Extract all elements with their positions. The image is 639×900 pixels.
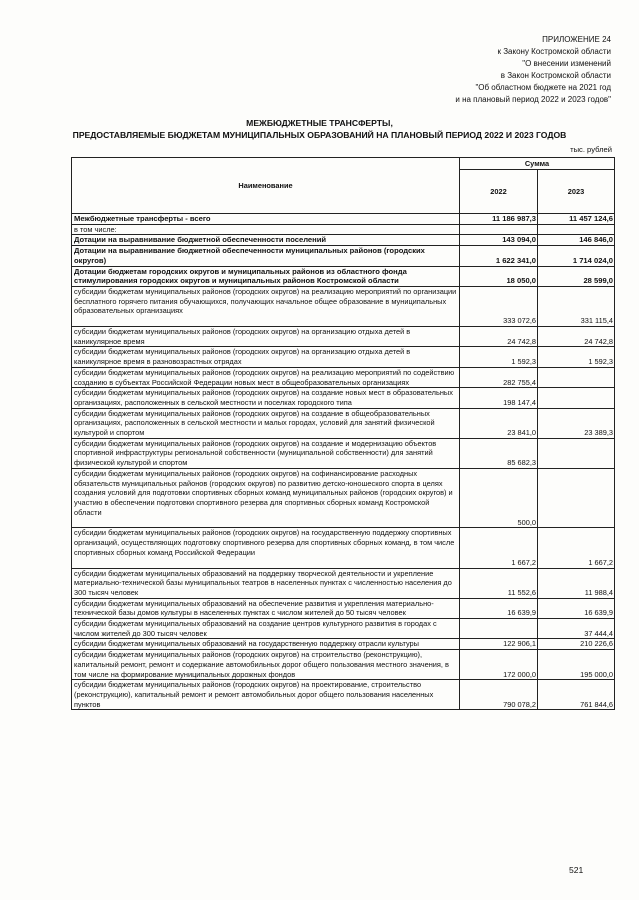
row-value-2023: 195 000,0 — [538, 650, 615, 680]
table-row — [72, 246, 615, 266]
row-name: субсидии бюджетам муниципальных районов (городских округов) на организацию отдыха детей в каникулярное время в разновозрастных отрядах — [72, 347, 460, 367]
header-year-2023: 2023 — [538, 170, 615, 214]
table-row — [72, 468, 615, 528]
row-name: субсидии бюджетам муниципальных районов (городских округов) на организацию отдыха детей в каникулярное время — [72, 327, 460, 347]
row-value-2023 — [538, 367, 615, 387]
row-value-2022: 1 592,3 — [460, 347, 538, 367]
row-value-2023: 11 457 124,6 — [538, 214, 615, 225]
row-value-2022 — [460, 619, 538, 639]
row-value-2023: 146 846,0 — [538, 235, 615, 246]
row-value-2022: 85 682,3 — [460, 438, 538, 468]
appendix-reference — [455, 34, 611, 106]
row-name: субсидии бюджетам муниципальных районов (городских округов) на строительство (реконструкцию), капитальный ремонт, ремонт и содержание автомобильных дорог общего пользования местного значения, в том числе на формирование муниципальных дорожных фондов — [72, 650, 460, 680]
table-row — [72, 598, 615, 618]
row-value-2023 — [538, 388, 615, 408]
row-value-2023: 1 667,2 — [538, 528, 615, 568]
row-value-2022: 11 186 987,3 — [460, 214, 538, 225]
table-row — [72, 266, 615, 286]
document-subtitle: ПРЕДОСТАВЛЯЕМЫЕ БЮДЖЕТАМ МУНИЦИПАЛЬНЫХ ОБРАЗОВАНИЙ НА ПЛАНОВЫЙ ПЕРИОД 2022 И 2023 ГОДОВ — [72, 130, 567, 140]
row-name: субсидии бюджетам муниципальных районов (городских округов) на реализацию мероприятий по содействию созданию в субъектах Российской Федерации новых мест в общеобразовательных организациях — [72, 367, 460, 387]
row-value-2022: 24 742,8 — [460, 327, 538, 347]
table-row — [72, 286, 615, 326]
row-value-2023: 16 639,9 — [538, 598, 615, 618]
transfers-table — [71, 157, 615, 710]
table-row — [72, 438, 615, 468]
row-name: субсидии бюджетам муниципальных образований на государственную поддержку отрасли культуры — [72, 639, 460, 650]
row-value-2022: 11 552,6 — [460, 568, 538, 598]
row-value-2022: 23 841,0 — [460, 408, 538, 438]
row-value-2022: 143 094,0 — [460, 235, 538, 246]
table-row — [72, 347, 615, 367]
row-name: Дотации бюджетам городских округов и муниципальных районов из областного фонда стимулирования городских округов и муниципальных районов Костромской области — [72, 266, 460, 286]
table-row — [72, 224, 615, 235]
table-row — [72, 639, 615, 650]
row-value-2023 — [538, 224, 615, 235]
table-row — [72, 619, 615, 639]
row-value-2023 — [538, 438, 615, 468]
row-value-2023: 1 592,3 — [538, 347, 615, 367]
page-number: 521 — [569, 865, 584, 875]
row-value-2022: 790 078,2 — [460, 680, 538, 710]
table-row — [72, 235, 615, 246]
row-name: субсидии бюджетам муниципальных районов (городских округов) на государственную поддержку спортивных организаций, осуществляющих подготовку спортивного резерва для спортивных сборных команд, в том числе спортивных сборных команд Российской Федерации — [72, 528, 460, 568]
row-value-2023 — [538, 468, 615, 528]
table-row — [72, 214, 615, 225]
row-value-2023: 37 444,4 — [538, 619, 615, 639]
row-value-2022 — [460, 224, 538, 235]
header-sum: Сумма — [460, 158, 615, 170]
row-value-2023: 11 988,4 — [538, 568, 615, 598]
row-value-2023: 210 226,6 — [538, 639, 615, 650]
row-value-2022: 500,0 — [460, 468, 538, 528]
units-label: тыс. рублей — [570, 145, 612, 154]
row-name: в том числе: — [72, 224, 460, 235]
row-value-2022: 16 639,9 — [460, 598, 538, 618]
row-name: Дотации на выравнивание бюджетной обеспеченности муниципальных районов (городских округов) — [72, 246, 460, 266]
appendix-line: в Закон Костромской области — [500, 71, 611, 80]
appendix-line: "Об областном бюджете на 2021 год — [475, 83, 611, 92]
row-value-2023: 28 599,0 — [538, 266, 615, 286]
header-year-2022: 2022 — [460, 170, 538, 214]
row-name: субсидии бюджетам муниципальных районов (городских округов) на реализацию мероприятий по организации бесплатного горячего питания обучающихся, получающих начальное общее образование в муниципальных образовательных организациях — [72, 286, 460, 326]
table-row — [72, 680, 615, 710]
appendix-line: ПРИЛОЖЕНИЕ 24 — [542, 35, 611, 44]
row-name: субсидии бюджетам муниципальных образований на создание центров культурного развития в городах с числом жителей до 300 тысяч человек — [72, 619, 460, 639]
row-value-2023: 331 115,4 — [538, 286, 615, 326]
row-name: субсидии бюджетам муниципальных районов (городских округов) на создание в общеобразовательных организациях, расположенных в сельской местности и малых городах, условий для занятий физической культурой и спортом — [72, 408, 460, 438]
row-value-2022: 18 050,0 — [460, 266, 538, 286]
row-value-2023: 24 742,8 — [538, 327, 615, 347]
row-value-2023: 1 714 024,0 — [538, 246, 615, 266]
row-name: субсидии бюджетам муниципальных районов (городских округов) на создание новых мест в образовательных организациях, расположенных в сельской местности и поселках городского типа — [72, 388, 460, 408]
row-name: субсидии бюджетам муниципальных образований на поддержку творческой деятельности и укрепление материально-технической базы муниципальных театров в населенных пунктах с численностью населения до 300 тысяч человек — [72, 568, 460, 598]
table-row — [72, 388, 615, 408]
row-value-2022: 1 667,2 — [460, 528, 538, 568]
row-name: субсидии бюджетам муниципальных образований на обеспечение развития и укрепления материально-технической базы домов культуры в населенных пунктах с числом жителей до 50 тысяч человек — [72, 598, 460, 618]
appendix-line: "О внесении изменений — [522, 59, 611, 68]
appendix-line: и на плановый период 2022 и 2023 годов" — [455, 95, 611, 104]
row-name: субсидии бюджетам муниципальных районов (городских округов) на проектирование, строительство (реконструкцию), капитальный ремонт и ремонт автомобильных дорог общего пользования населенных пунктов — [72, 680, 460, 710]
table-row — [72, 568, 615, 598]
row-value-2022: 333 072,6 — [460, 286, 538, 326]
row-name: Межбюджетные трансферты - всего — [72, 214, 460, 225]
table-row — [72, 367, 615, 387]
row-value-2022: 122 906,1 — [460, 639, 538, 650]
row-value-2023: 23 389,3 — [538, 408, 615, 438]
row-name: субсидии бюджетам муниципальных районов (городских округов) на создание и модернизацию объектов спортивной инфраструктуры региональной собственности (муниципальной собственности) для занятий физической культурой и спортом — [72, 438, 460, 468]
table-row — [72, 650, 615, 680]
row-value-2022: 172 000,0 — [460, 650, 538, 680]
document-title: МЕЖБЮДЖЕТНЫЕ ТРАНСФЕРТЫ, — [246, 118, 393, 128]
row-value-2022: 198 147,4 — [460, 388, 538, 408]
row-name: субсидии бюджетам муниципальных районов (городских округов) на софинансирование расходных обязательств муниципальных районов (городских округов) по развитию детско-юношеского спорта в целях создания условий для подготовки спортивных сборных команд муниципальных районов (городских округов) и участию в обеспечении подготовки спортивного резерва для спортивных сборных команд Костромской области — [72, 468, 460, 528]
table-row — [72, 528, 615, 568]
header-name: Наименование — [72, 158, 460, 214]
table-row — [72, 408, 615, 438]
table-row — [72, 327, 615, 347]
row-value-2023: 761 844,6 — [538, 680, 615, 710]
appendix-line: к Закону Костромской области — [497, 47, 611, 56]
table-body — [72, 214, 615, 710]
row-name: Дотации на выравнивание бюджетной обеспеченности поселений — [72, 235, 460, 246]
row-value-2022: 1 622 341,0 — [460, 246, 538, 266]
row-value-2022: 282 755,4 — [460, 367, 538, 387]
